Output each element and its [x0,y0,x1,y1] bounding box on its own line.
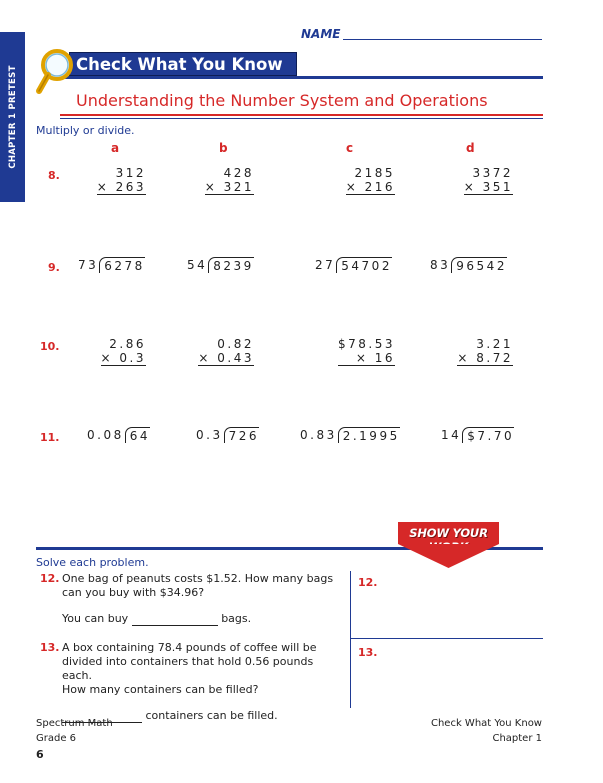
footer-grade: Grade 6 [36,733,77,744]
problem-8d [464,166,513,195]
multiplier: × 16 [338,351,395,366]
multiplier: × 8.72 [457,351,513,365]
dividend: 54702 [336,257,392,273]
multiplier: × 216 [345,180,395,194]
work-area-12[interactable] [352,588,542,636]
problem-11a [87,428,150,443]
name-field[interactable] [343,39,542,40]
divisor: 0.83 [300,428,337,442]
problem-13-text-1: A box containing 78.4 pounds of coffee will be [62,641,317,654]
dividend: 96542 [451,257,507,273]
multiplier: × 321 [204,180,254,194]
section1-instructions: Multiply or divide. [36,124,135,137]
problem-12-answer-suffix: bags. [221,612,252,625]
problem-9a [78,258,145,273]
word-problem-12 [40,572,345,626]
column-head-d: d [466,141,475,155]
divisor: 83 [430,258,451,272]
page-subtitle: Understanding the Number System and Operations [76,91,488,110]
problem-8c [346,166,395,195]
title-banner [69,52,297,76]
dividend: $7.70 [462,427,514,443]
problem-8a [97,166,146,195]
divisor: 54 [187,258,208,272]
word-problem-13 [40,641,345,723]
problem-13-answer-suffix: containers can be filled. [145,709,278,722]
divisor: 14 [441,428,462,442]
problem-11d [441,428,514,443]
multiplier: × 263 [96,180,146,194]
problem-number-10: 10. [40,340,60,353]
problem-number-13: 13. [40,641,60,654]
page-title: Check What You Know [76,55,283,74]
footer-section: Check What You Know [430,718,542,729]
work-area-13[interactable] [352,658,542,706]
name-label: NAME [301,27,341,41]
problem-8b [205,166,254,195]
problem-10d [457,337,513,366]
dividend: 726 [224,427,259,443]
header-rule-thin [60,118,543,119]
problem-12-answer-prefix: You can buy [62,612,129,625]
header-rule-red [60,114,543,116]
work-area-label-13: 13. [358,646,378,659]
problem-10a [101,337,146,366]
problem-13-text-3: How many containers can be filled? [62,683,259,696]
problem-11c [300,428,400,443]
multiplicand: 312 [115,166,146,180]
work-area-label-12: 12. [358,576,378,589]
problem-9c [315,258,392,273]
chapter-side-tab [0,32,25,202]
show-your-work-banner [398,522,499,544]
dividend: 6278 [99,257,145,273]
show-your-work-label: SHOW YOUR [409,526,488,540]
work-area-divider-vertical [350,571,351,708]
footer-publisher: Spectrum Math [36,718,113,729]
multiplicand: 3.21 [476,337,513,351]
problem-number-12: 12. [40,572,60,585]
divisor: 27 [315,258,336,272]
multiplicand: $78.53 [338,337,395,351]
problem-number-11: 11. [40,431,60,444]
column-head-c: c [346,141,354,155]
problem-10c [338,337,395,366]
problem-number-9: 9. [48,261,60,274]
dividend: 64 [125,427,150,443]
dividend: 2.1995 [338,427,400,443]
problem-9d [430,258,507,273]
problem-12-text-1: One bag of peanuts costs $1.52. How many bags [62,572,334,585]
work-area-divider-horizontal [350,638,543,639]
column-head-a: a [111,141,120,155]
multiplicand: 2.86 [109,337,146,351]
problem-number-8: 8. [48,169,60,182]
problem-9b [187,258,254,273]
divisor: 0.08 [87,428,124,442]
problem-13-text-2: divided into containers that hold 0.56 pounds each. [62,655,314,682]
section2-instructions: Solve each problem. [36,556,149,569]
magnifier-icon [33,44,79,100]
multiplicand: 3372 [472,166,513,180]
problem-10b [198,337,254,366]
divisor: 73 [78,258,99,272]
footer-chapter: Chapter 1 [492,733,542,744]
header-rule-blue [60,76,543,79]
arrow-down-icon [398,544,499,568]
problem-12-text-2: can you buy with $34.96? [62,586,205,599]
column-head-b: b [219,141,228,155]
problem-11b [196,428,259,443]
multiplicand: 428 [223,166,254,180]
multiplier: × 351 [463,180,513,194]
multiplicand: 0.82 [217,337,254,351]
problem-12-answer-field[interactable] [132,625,218,626]
multiplier: × 0.43 [198,351,254,365]
divisor: 0.3 [196,428,223,442]
multiplier: × 0.3 [100,351,146,365]
dividend: 8239 [208,257,254,273]
side-tab-label: CHAPTER 1 PRETEST [7,65,18,169]
multiplicand: 2185 [354,166,395,180]
page-number: 6 [36,748,44,761]
